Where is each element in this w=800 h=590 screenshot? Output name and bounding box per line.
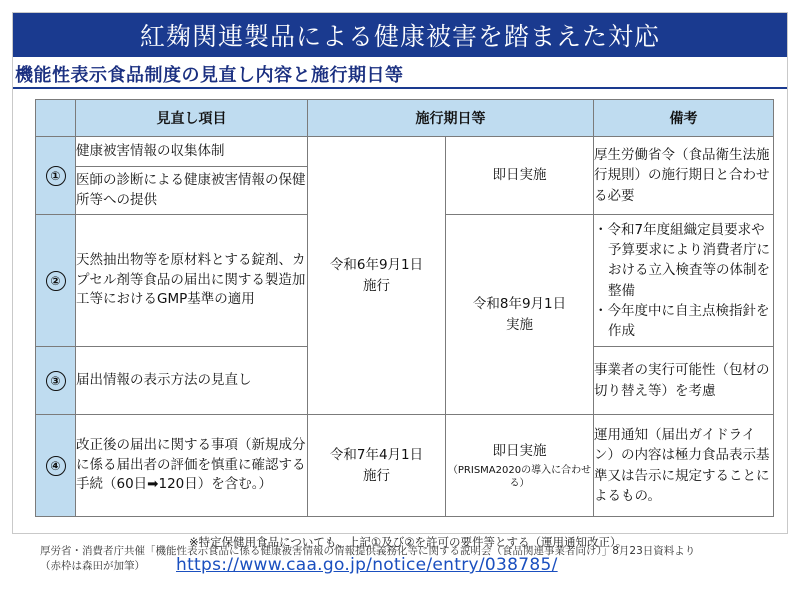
date-subtext: （PRISMA2020の導入に合わせる） [447,464,592,489]
row-number-2: ② [46,271,66,291]
subtitle-divider [13,87,787,89]
header-item: 見直し項目 [76,100,308,137]
table-row [36,137,774,167]
source-link[interactable]: https://www.caa.go.jp/notice/entry/038785/ [176,555,558,575]
date-cell: 令和6年9月1日 施行 [308,137,446,415]
note-cell: 厚生労働省令（食品衛生法施行規則）の施行期日と合わせる必要 [594,137,774,215]
revision-table [35,99,774,517]
source-citation: 厚労省・消費者庁共催「機能性表示食品に係る健康被害情報の情報提供義務化等に関する説明会（食品関連事業者向け）」8月23日資料より [40,545,696,557]
date-text: 即日実施 [492,443,547,460]
item-cell: 届出情報の表示方法の見直し [76,347,308,415]
note-bullet: ・今年度中に自主点検指針を作成 [594,302,770,339]
slide-subtitle: 機能性表示食品制度の見直し内容と施行期日等 [15,65,404,86]
item-cell: 医師の診断による健康被害情報の保健所等への提供 [76,167,308,215]
table-header-row [36,100,774,137]
row-number [36,347,76,415]
row-number-1: ① [46,166,66,186]
header-blank [36,100,76,137]
row-number-4: ④ [46,456,66,476]
item-cell: 改正後の届出に関する事項（新規成分に係る届出者の評価を慎重に確認する手続（60日➡120日）を含む。） [76,415,308,517]
header-date: 施行期日等 [308,100,594,137]
header-note: 備考 [594,100,774,137]
date-cell: 令和8年9月1日 実施 [446,215,594,415]
note-bullet: ・令和7年度組織定員要求や予算要求により消費者庁における立入検査等の体制を整備 [594,221,770,299]
row-number-3: ③ [46,371,66,391]
source-note: （赤枠は森田が加筆） [40,560,145,572]
note-cell: 事業者の実行可能性（包材の切り替え等）を考慮 [594,347,774,415]
note-cell [594,215,774,347]
slide-title: 紅麹関連製品による健康被害を踏まえた対応 [13,13,787,57]
date-cell: 令和7年4月1日 施行 [308,415,446,517]
row-number [36,137,76,215]
item-cell: 天然抽出物等を原材料とする錠剤、カプセル剤等食品の届出に関する製造加工等におけるGMP基準の適用 [76,215,308,347]
item-cell: 健康被害情報の収集体制 [76,137,308,167]
row-number [36,215,76,347]
slide [12,12,788,549]
note-cell: 運用通知（届出ガイドライン）の内容は極力食品表示基準又は告示に規定することによるもの。 [594,415,774,517]
row-number [36,415,76,517]
table-row [36,415,774,517]
date-cell [446,415,594,517]
date-cell: 即日実施 [446,137,594,215]
table-footnote: ※特定保健用食品についても、上記①及び②を許可の要件等とする（運用通知改正）。 [189,535,628,549]
